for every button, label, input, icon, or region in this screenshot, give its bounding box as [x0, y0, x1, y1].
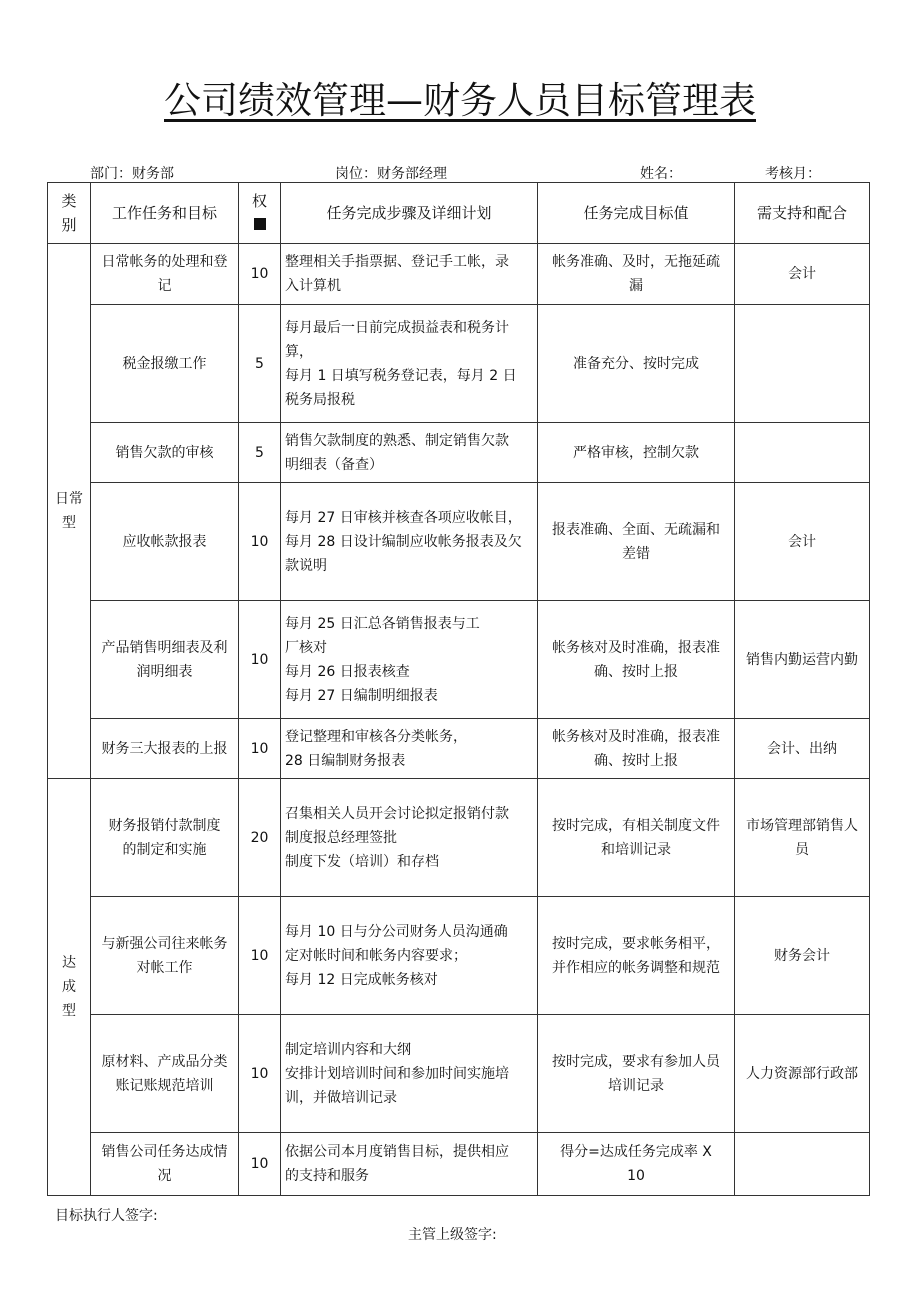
task-cell-line: 与新强公司往来帐务: [101, 935, 228, 952]
plan-cell-line: 税务局报税: [285, 391, 355, 408]
table-row: [48, 483, 870, 601]
support-cell-line: 市场管理部销售人: [746, 817, 858, 834]
plan-cell-line: 销售欠款制度的熟悉、制定销售欠款: [285, 432, 509, 449]
weight-cell: 20: [239, 779, 281, 897]
target-management-table: [47, 182, 870, 1196]
plan-cell-line: 每月 27 日审核并核查各项应收帐目，: [285, 509, 522, 526]
task-cell: [91, 779, 239, 897]
header-weight-label: 权: [251, 192, 267, 210]
plan-cell-line: 登记整理和审核各分类帐务，: [285, 728, 467, 745]
target-cell-line: 按时完成，要求帐务相平，: [552, 935, 720, 952]
table-row: [48, 1015, 870, 1133]
task-cell-line: 原材料、产成品分类: [101, 1053, 228, 1070]
header-weight: [239, 183, 281, 244]
plan-cell-line: 每月 28 日设计编制应收帐务报表及欠: [285, 533, 522, 550]
plan-cell: [281, 719, 538, 779]
target-cell: [538, 719, 735, 779]
name-label: 姓名：: [640, 166, 682, 182]
plan-cell: [281, 601, 538, 719]
target-cell-line: 并作相应的帐务调整和规范: [552, 959, 720, 976]
target-cell-line: 得分=达成任务完成率 X: [560, 1144, 712, 1160]
plan-cell-line: 每月 26 日报表核查: [285, 663, 410, 680]
header-category-line: 别: [61, 216, 77, 234]
header-plan: 任务完成步骤及详细计划: [281, 183, 538, 244]
task-cell: [91, 1133, 239, 1196]
category-daily: [48, 244, 91, 779]
header-support: 需支持和配合: [735, 183, 870, 244]
task-cell-line: 税金报缴工作: [122, 355, 207, 372]
header-category-line: 类: [61, 192, 77, 210]
category-achieve: [48, 779, 91, 1196]
support-cell: [735, 1015, 870, 1133]
task-cell: [91, 719, 239, 779]
plan-cell: [281, 483, 538, 601]
plan-cell-line: 算，: [285, 343, 313, 360]
plan-cell: [281, 423, 538, 483]
table-row: [48, 1133, 870, 1196]
plan-cell-line: 召集相关人员开会讨论拟定报销付款: [285, 805, 509, 822]
target-cell: [538, 423, 735, 483]
plan-cell-line: 厂核对: [285, 639, 327, 656]
target-cell-line: 严格审核，控制欠款: [573, 444, 699, 461]
support-cell: [735, 305, 870, 423]
task-cell: [91, 423, 239, 483]
header-row: [48, 183, 870, 244]
target-cell-line: 报表准确、全面、无疏漏和: [552, 521, 720, 538]
plan-cell-line: 每月 10 日与分公司财务人员沟通确: [285, 923, 508, 940]
target-cell: [538, 244, 735, 305]
target-cell-line: 确、按时上报: [594, 752, 678, 769]
plan-cell-line: 定对帐时间和帐务内容要求；: [285, 947, 467, 964]
task-cell-line: 记: [157, 278, 172, 294]
category-achieve-line: 型: [62, 1003, 76, 1019]
task-cell: [91, 1015, 239, 1133]
plan-cell: [281, 305, 538, 423]
plan-cell-line: 安排计划培训时间和参加时间实施培: [285, 1065, 509, 1082]
target-cell: [538, 779, 735, 897]
table-row: [48, 305, 870, 423]
task-cell: [91, 305, 239, 423]
header-category: [48, 183, 91, 244]
support-cell: [735, 244, 870, 305]
category-achieve-line: 达: [62, 955, 76, 971]
header-target: 任务完成目标值: [538, 183, 735, 244]
target-cell-line: 准备充分、按时完成: [573, 355, 699, 372]
target-cell: [538, 897, 735, 1015]
support-cell: [735, 1133, 870, 1196]
target-cell-line: 和培训记录: [601, 841, 671, 858]
task-cell-line: 润明细表: [136, 663, 193, 680]
table-row: [48, 601, 870, 719]
plan-cell: [281, 1015, 538, 1133]
target-cell: [538, 601, 735, 719]
target-cell-line: 差错: [622, 545, 650, 562]
support-cell: [735, 423, 870, 483]
target-cell: [538, 1015, 735, 1133]
plan-cell-line: 的支持和服务: [285, 1168, 369, 1184]
plan-cell-line: 训，并做培训记录: [285, 1089, 397, 1106]
task-cell-line: 产品销售明细表及利: [101, 639, 228, 656]
black-square-icon: [254, 218, 266, 230]
category-achieve-line: 成: [62, 979, 76, 995]
task-cell-line: 对帐工作: [136, 959, 193, 976]
target-cell-line: 帐务核对及时准确，报表准: [552, 728, 720, 745]
task-cell-line: 的制定和实施: [122, 841, 207, 858]
target-cell-line: 帐务核对及时准确，报表准: [552, 639, 720, 656]
support-cell: [735, 779, 870, 897]
weight-cell: 10: [239, 1133, 281, 1196]
plan-cell-line: 每月 27 日编制明细报表: [285, 687, 438, 704]
weight-cell: 10: [239, 1015, 281, 1133]
target-cell-line: 10: [627, 1168, 645, 1184]
plan-cell-line: 28 日编制财务报表: [285, 752, 406, 769]
target-cell: [538, 1133, 735, 1196]
task-cell: [91, 601, 239, 719]
weight-cell: 10: [239, 483, 281, 601]
executor-signature-label: 目标执行人签字:: [55, 1208, 158, 1224]
target-cell-line: 漏: [629, 278, 643, 294]
support-cell: [735, 601, 870, 719]
task-cell-line: 账记账规范培训: [115, 1077, 214, 1094]
plan-cell-line: 明细表（备查）: [285, 456, 383, 473]
weight-cell: 10: [239, 601, 281, 719]
target-cell-line: 培训记录: [608, 1077, 664, 1094]
target-cell: [538, 305, 735, 423]
category-daily-line: 日常: [55, 491, 83, 507]
plan-cell-line: 整理相关手指票据、登记手工帐，录: [285, 254, 509, 270]
task-cell-line: 应收帐款报表: [122, 533, 207, 550]
weight-cell: 10: [239, 897, 281, 1015]
task-cell-line: 财务报销付款制度: [108, 817, 221, 834]
target-cell-line: 确、按时上报: [594, 663, 678, 680]
support-cell-line: 会计、出纳: [767, 740, 837, 757]
table-row: [48, 423, 870, 483]
support-cell-line: 员: [795, 841, 809, 858]
month-label: 考核月：: [765, 166, 821, 182]
table-row: [48, 719, 870, 779]
position-label: 岗位：财务部经理: [335, 166, 447, 182]
support-cell-line: 人力资源部行政部: [746, 1065, 858, 1082]
department-label: 部门：财务部: [90, 166, 174, 182]
plan-cell-line: 每月 25 日汇总各销售报表与工: [285, 615, 480, 632]
table-row: [48, 244, 870, 305]
table-row: [48, 897, 870, 1015]
support-cell-line: 会计: [788, 533, 816, 550]
support-cell: [735, 483, 870, 601]
target-cell-line: 帐务准确、及时，无拖延疏: [552, 254, 720, 270]
table-row: [48, 779, 870, 897]
header-task: 工作任务和目标: [91, 183, 239, 244]
task-cell: [91, 897, 239, 1015]
task-cell: [91, 244, 239, 305]
support-cell-line: 销售内勤运营内勤: [746, 651, 858, 668]
task-cell-line: 日常帐务的处理和登: [101, 254, 228, 270]
category-daily-line: 型: [62, 515, 76, 531]
task-cell: [91, 483, 239, 601]
plan-cell-line: 每月 12 日完成帐务核对: [285, 971, 438, 988]
task-cell-line: 财务三大报表的上报: [101, 740, 228, 757]
weight-cell: 5: [239, 305, 281, 423]
task-cell-line: 销售公司任务达成情: [101, 1144, 228, 1160]
plan-cell-line: 每月最后一日前完成损益表和税务计: [285, 319, 509, 336]
weight-cell: 10: [239, 719, 281, 779]
weight-cell: 10: [239, 244, 281, 305]
plan-cell: [281, 779, 538, 897]
weight-cell: 5: [239, 423, 281, 483]
plan-cell-line: 制度下发（培训）和存档: [285, 853, 439, 870]
support-cell: [735, 897, 870, 1015]
plan-cell-line: 制定培训内容和大纲: [285, 1041, 411, 1058]
task-cell-line: 销售欠款的审核: [115, 444, 214, 461]
plan-cell-line: 依据公司本月度销售目标，提供相应: [285, 1144, 509, 1160]
plan-cell: [281, 1133, 538, 1196]
plan-cell-line: 每月 1 日填写税务登记表，每月 2 日: [285, 367, 517, 384]
plan-cell: [281, 897, 538, 1015]
plan-cell-line: 制度报总经理签批: [285, 829, 397, 846]
page-title: 公司绩效管理—财务人员目标管理表: [164, 79, 756, 122]
support-cell-line: 会计: [788, 266, 816, 282]
plan-cell: [281, 244, 538, 305]
plan-cell-line: 入计算机: [285, 278, 341, 294]
support-cell-line: 财务会计: [774, 947, 830, 964]
target-cell-line: 按时完成，有相关制度文件: [552, 817, 720, 834]
plan-cell-line: 款说明: [285, 557, 327, 574]
target-cell: [538, 483, 735, 601]
target-cell-line: 按时完成，要求有参加人员: [552, 1053, 720, 1070]
task-cell-line: 况: [157, 1168, 172, 1184]
supervisor-signature-label: 主管上级签字:: [408, 1227, 497, 1243]
support-cell: [735, 719, 870, 779]
